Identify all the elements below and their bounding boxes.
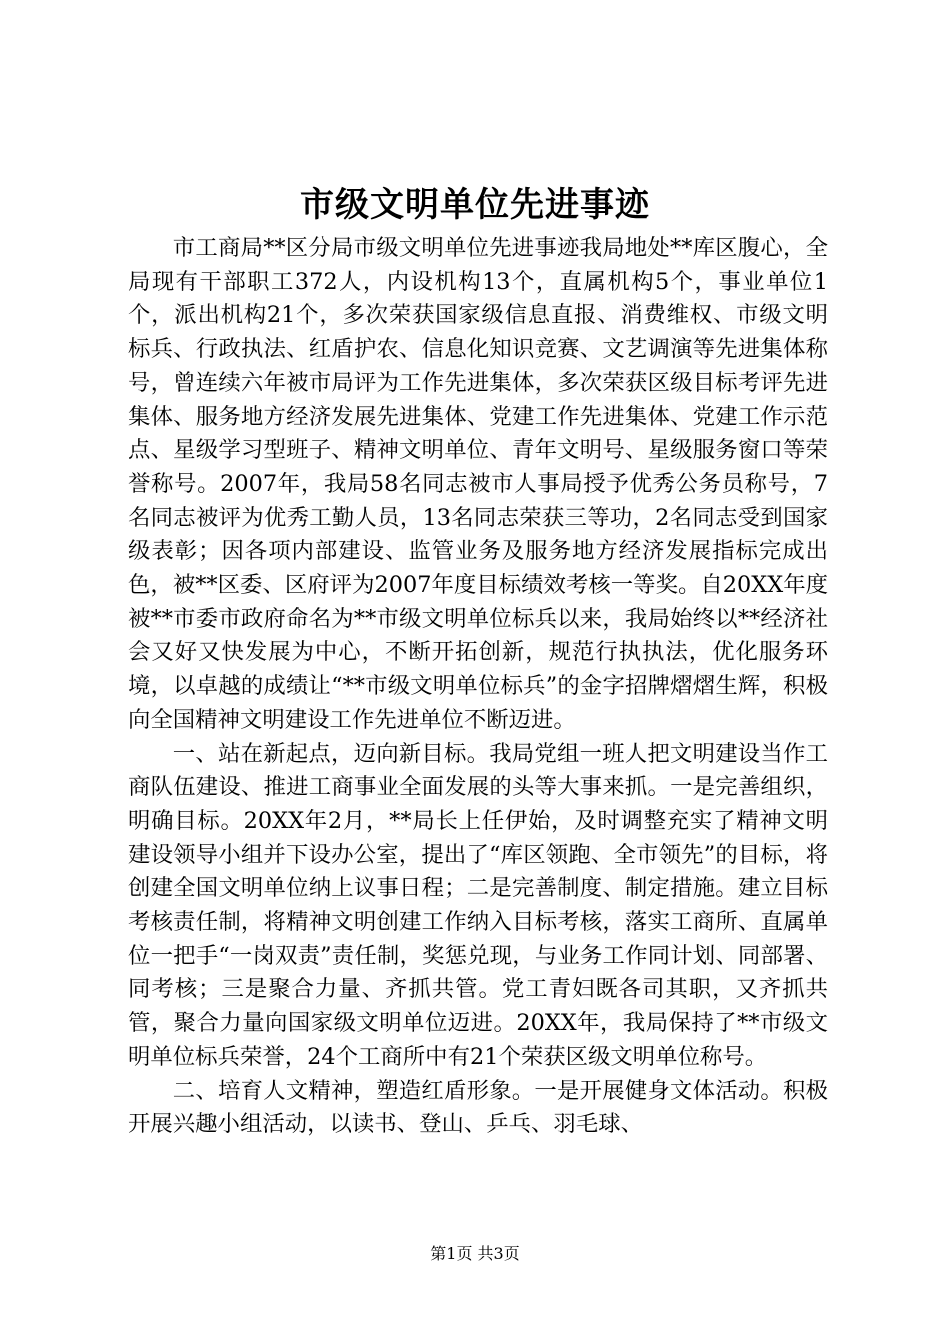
paragraph-section-2: 二、培育人文精神，塑造红盾形象。一是开展健身文体活动。积极开展兴趣小组活动，以读书、登山、乒乓、羽毛球、 (128, 1077, 828, 1138)
paragraph-section-1: 一、站在新起点，迈向新目标。我局党组一班人把文明建设当作工商队伍建设、推进工商事业全面发展的头等大事来抓。一是完善组织，明确目标。20XX年2月，**局长上任伊始，及时调整充实了精神文明建设领导小组并下设办公室，提出了“库区领跑、全市领先”的目标，将创建全国文明单位纳上议事日程；二是完善制度、制定措施。建立目标考核责任制，将精神文明创建工作纳入目标考核，落实工商所、直属单位一把手“一岗双责”责任制，奖惩兑现，与业务工作同计划、同部署、同考核；三是聚合力量、齐抓共管。党工青妇既各司其职，又齐抓共管，聚合力量向国家级文明单位迈进。20XX年，我局保持了**市级文明单位标兵荣誉，24个工商所中有21个荣获区级文明单位称号。 (128, 740, 828, 1070)
document-body (128, 232, 828, 1142)
page-footer: 第1页 共3页 (430, 1244, 520, 1263)
document-title: 市级文明单位先进事迹 (300, 185, 650, 225)
paragraph-intro: 市工商局**区分局市级文明单位先进事迹我局地处**库区腹心，全局现有干部职工372人，内设机构13个，直属机构5个，事业单位1个，派出机构21个，多次荣获国家级信息直报、消费维权、市级文明标兵、行政执法、红盾护农、信息化知识竞赛、文艺调演等先进集体称号，曾连续六年被市局评为工作先进集体，多次荣获区级目标考评先进集体、服务地方经济发展先进集体、党建工作先进集体、党建工作示范点、星级学习型班子、精神文明单位、青年文明号、星级服务窗口等荣誉称号。2007年，我局58名同志被市人事局授予优秀公务员称号，7名同志被评为优秀工勤人员，13名同志荣获三等功，2名同志受到国家级表彰；因各项内部建设、监管业务及服务地方经济发展指标完成出色，被**区委、区府评为2007年度目标绩效考核一等奖。自20XX年度被**市委市政府命名为**市级文明单位标兵以来，我局始终以**经济社会又好又快发展为中心，不断开拓创新，规范行执执法，优化服务环境，以卓越的成绩让“**市级文明单位标兵”的金字招牌熠熠生辉，积极向全国精神文明建设工作先进单位不断迈进。 (128, 235, 828, 733)
